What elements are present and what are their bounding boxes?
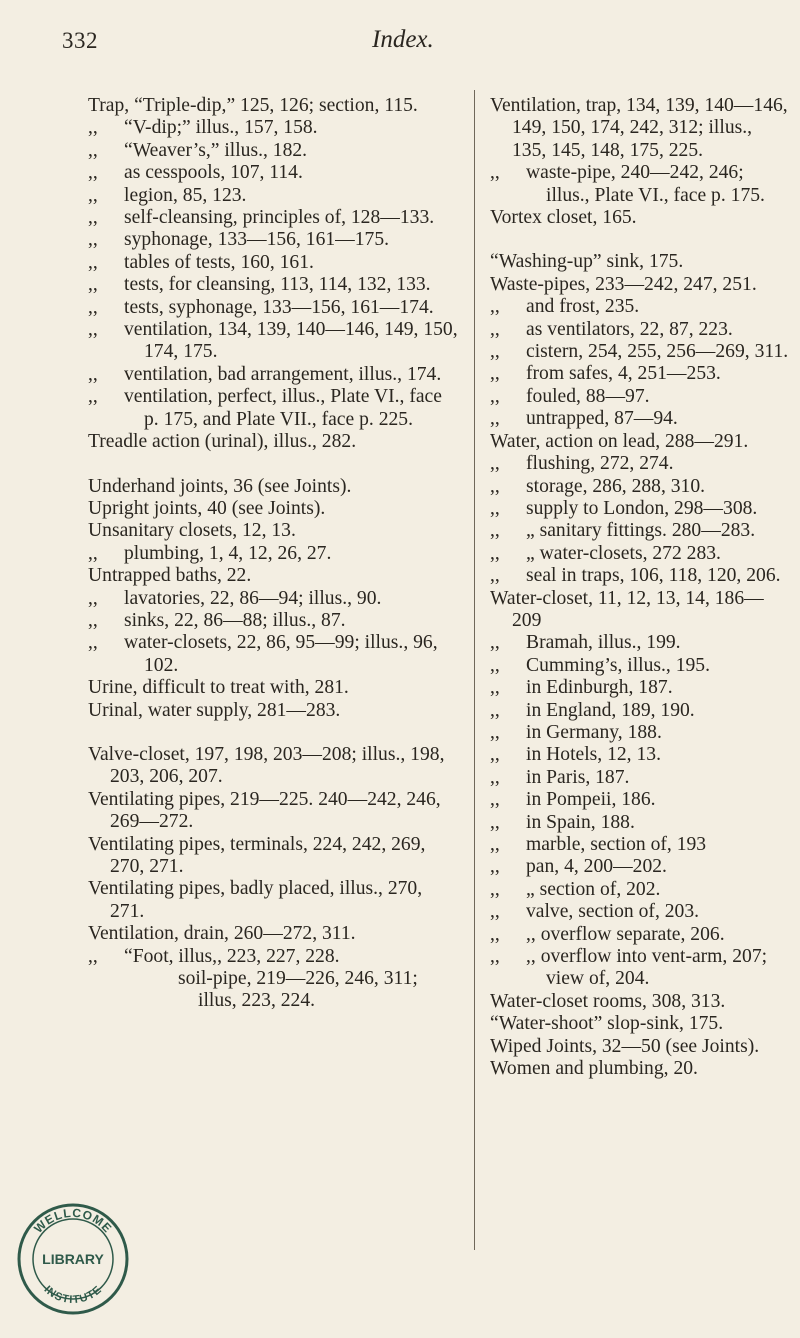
- ditto-mark: ,,: [490, 341, 500, 363]
- entry-text: „ sanitary fittings. 280—283.: [526, 520, 756, 542]
- index-subentry: [88, 274, 458, 296]
- index-entry: [490, 991, 790, 1013]
- entry-text: tests, syphonage, 133—156, 161—174.: [124, 296, 434, 318]
- entry-text: Valve-closet, 197, 198, 203—208; illus., 198, 203, 206, 207.: [88, 743, 445, 788]
- ditto-mark: ,,: [88, 609, 98, 631]
- entry-text: “V-dip;” illus., 157, 158.: [124, 117, 318, 139]
- entry-text: tables of tests, 160, 161.: [124, 251, 314, 273]
- index-column-right: [490, 95, 790, 1080]
- index-entry: [88, 700, 458, 722]
- index-subentry: [490, 520, 790, 542]
- index-subentry: [490, 655, 790, 677]
- ditto-mark: ,,: [490, 497, 500, 519]
- entry-text: Ventilation, trap, 134, 139, 140—146, 149, 150, 174, 242, 312; illus., 135, 145, 148, 175, 225.: [490, 95, 788, 161]
- entry-text: Vortex closet, 165.: [490, 207, 637, 229]
- ditto-mark: ,,: [88, 139, 98, 161]
- entry-text: ,, overflow separate, 206.: [526, 923, 725, 945]
- index-subentry: [88, 252, 458, 274]
- page-header: [0, 24, 800, 64]
- index-subentry: [490, 453, 790, 475]
- index-subentry: [490, 296, 790, 318]
- index-subentry: [88, 229, 458, 251]
- entry-text: Treadle action (urinal), illus., 282.: [88, 431, 357, 453]
- index-subentry: [88, 543, 458, 565]
- entry-text: in Germany, 188.: [526, 721, 662, 743]
- index-entry: [88, 878, 458, 923]
- running-title: Index.: [372, 26, 434, 53]
- index-subentry: [490, 901, 790, 923]
- entry-text: ventilation, perfect, illus., Plate VI., face p. 175, and Plate VII., face p. 225.: [124, 386, 442, 430]
- ditto-mark: ,,: [490, 542, 500, 564]
- entry-text: ,, overflow into vent-arm, 207; view of, 204.: [526, 946, 768, 990]
- section-gap: [88, 454, 458, 476]
- entry-text: Wiped Joints, 32—50 (see Joints).: [490, 1035, 760, 1057]
- ditto-mark: ,,: [490, 766, 500, 788]
- entry-text: Untrapped baths, 22.: [88, 565, 252, 587]
- section-gap: [88, 722, 458, 744]
- ditto-mark: ,,: [88, 229, 98, 251]
- ditto-mark: ,,: [490, 520, 500, 542]
- index-subentry: [490, 946, 790, 991]
- index-subentry: [490, 879, 790, 901]
- entry-text: in England, 189, 190.: [526, 699, 695, 721]
- ditto-mark: ,,: [88, 296, 98, 318]
- entry-text: “Washing-up” sink, 175.: [490, 251, 684, 273]
- ditto-mark: ,,: [88, 542, 98, 564]
- ditto-mark: ,,: [490, 721, 500, 743]
- ditto-mark: ,,: [490, 632, 500, 654]
- entry-text: Bramah, illus., 199.: [526, 632, 681, 654]
- ditto-mark: ,,: [490, 744, 500, 766]
- index-subentry: [490, 543, 790, 565]
- entry-text: Underhand joints, 36 (see Joints).: [88, 475, 352, 497]
- entry-text: tests, for cleansing, 113, 114, 132, 133.: [124, 274, 431, 296]
- ditto-mark: ,,: [88, 251, 98, 273]
- ditto-mark: ,,: [490, 834, 500, 855]
- section-gap: [490, 229, 790, 251]
- ditto-mark: ,,: [490, 654, 500, 676]
- entry-text: in Spain, 188.: [526, 811, 635, 833]
- entry-text: Water, action on lead, 288—291.: [490, 430, 749, 452]
- entry-text: „ water-closets, 272 283.: [526, 542, 721, 564]
- index-entry: [88, 923, 458, 945]
- index-subentry: [490, 341, 790, 363]
- entry-text: Urinal, water supply, 281—283.: [88, 699, 341, 721]
- index-subentry: [490, 498, 790, 520]
- ditto-mark: ,,: [490, 878, 500, 900]
- index-subentry: [88, 632, 458, 677]
- ditto-mark: ,,: [88, 274, 98, 296]
- index-entry: [490, 431, 790, 453]
- ditto-mark: ,,: [490, 946, 500, 968]
- ditto-mark: ,,: [490, 811, 500, 833]
- svg-text:INSTITUTE: [41, 1284, 104, 1307]
- entry-text: Water-closet rooms, 308, 313.: [490, 990, 726, 1012]
- index-entry: [88, 565, 458, 587]
- ditto-mark: ,,: [490, 363, 500, 385]
- entry-text: as ventilators, 22, 87, 223.: [526, 318, 733, 340]
- stamp-bottom-text: INSTITUTE: [41, 1283, 105, 1307]
- column-divider: [474, 90, 475, 1250]
- svg-text:WELLCOME: [31, 1206, 115, 1236]
- entry-text: in Hotels, 12, 13.: [526, 744, 661, 766]
- entry-text: Waste-pipes, 233—242, 247, 251.: [490, 273, 757, 295]
- ditto-mark: ,,: [88, 162, 98, 184]
- ditto-mark: ,,: [490, 565, 500, 587]
- index-entry: [490, 251, 790, 273]
- index-subentry: [490, 856, 790, 878]
- ditto-mark: ,,: [490, 385, 500, 407]
- index-subentry: [88, 386, 458, 431]
- index-subentry: [490, 363, 790, 385]
- index-subentry: [88, 364, 458, 386]
- entry-text: Ventilation, drain, 260—272, 311.: [88, 923, 356, 945]
- index-subentry: [88, 588, 458, 610]
- entry-text: Ventilating pipes, terminals, 224, 242, 269, 270, 271.: [88, 833, 426, 877]
- entry-text: Ventilating pipes, 219—225. 240—242, 246, 269—272.: [88, 788, 441, 833]
- entry-text: Trap, “Triple-dip,” 125, 126; section, 115.: [88, 95, 418, 116]
- index-subentry: [490, 677, 790, 699]
- ditto-mark: ,,: [490, 162, 500, 184]
- entry-text: in Paris, 187.: [526, 766, 630, 788]
- index-entry: [88, 431, 458, 453]
- entry-text: pan, 4, 200—202.: [526, 856, 667, 878]
- entry-text: “Water-shoot” slop-sink, 175.: [490, 1013, 724, 1035]
- index-subentry: [490, 700, 790, 722]
- entry-text: Water-closet, 11, 12, 13, 14, 186—209: [490, 587, 764, 631]
- entry-text: syphonage, 133—156, 161—175.: [124, 229, 390, 251]
- library-stamp-icon: [14, 1200, 132, 1318]
- ditto-mark: ,,: [88, 319, 98, 341]
- entry-text: „ section of, 202.: [526, 878, 661, 900]
- index-subentry: [490, 476, 790, 498]
- index-entry: [88, 476, 458, 498]
- ditto-mark: ,,: [490, 296, 500, 318]
- ditto-mark: ,,: [490, 677, 500, 699]
- index-subentry: [490, 834, 790, 856]
- entry-text: self-cleansing, principles of, 128—133.: [124, 207, 435, 229]
- index-entry: [88, 498, 458, 520]
- entry-text: legion, 85, 123.: [124, 184, 247, 206]
- index-entry: [88, 789, 458, 834]
- index-subentry: [490, 722, 790, 744]
- index-subentry: [490, 812, 790, 834]
- index-subentry: [490, 789, 790, 811]
- entry-text: valve, section of, 203.: [526, 901, 700, 923]
- ditto-mark: ,,: [490, 856, 500, 878]
- entry-text: untrapped, 87—94.: [526, 408, 678, 430]
- entry-text: water-closets, 22, 86, 95—99; illus., 96, 102.: [124, 632, 438, 676]
- index-entry: [490, 1036, 790, 1058]
- ditto-mark: ,,: [88, 184, 98, 206]
- stamp-top-text: WELLCOME: [31, 1205, 115, 1236]
- ditto-mark: ,,: [88, 587, 98, 609]
- entry-text: Upright joints, 40 (see Joints).: [88, 497, 326, 519]
- entry-text: “Foot, illus,, 223, 227, 228.: [124, 945, 340, 967]
- index-subentry: [88, 319, 458, 364]
- ditto-mark: ,,: [88, 117, 98, 139]
- index-subentry: [490, 565, 790, 587]
- index-entry: [88, 834, 458, 879]
- index-subentry: [88, 968, 458, 1013]
- index-entry: [88, 520, 458, 542]
- entry-text: Urine, difficult to treat with, 281.: [88, 677, 349, 699]
- entry-text: flushing, 272, 274.: [526, 453, 674, 475]
- index-entry: [490, 274, 790, 296]
- index-subentry: [88, 140, 458, 162]
- entry-text: fouled, 88—97.: [526, 385, 650, 407]
- ditto-mark: ,,: [490, 901, 500, 923]
- ditto-mark: ,,: [490, 699, 500, 721]
- ditto-mark: ,,: [88, 632, 98, 654]
- ditto-mark: ,,: [88, 386, 98, 408]
- entry-text: cistern, 254, 255, 256—269, 311.: [526, 341, 789, 363]
- entry-text: marble, section of, 193: [526, 834, 707, 855]
- index-subentry: [490, 632, 790, 654]
- ditto-mark: ,,: [490, 408, 500, 430]
- ditto-mark: ,,: [490, 475, 500, 497]
- entry-text: storage, 286, 288, 310.: [526, 475, 706, 497]
- index-subentry: [490, 924, 790, 946]
- entry-text: Women and plumbing, 20.: [490, 1058, 698, 1080]
- page-number: 332: [62, 28, 98, 53]
- index-entry: [490, 588, 790, 633]
- ditto-mark: ,,: [88, 207, 98, 229]
- ditto-mark: ,,: [88, 945, 98, 967]
- entry-text: in Edinburgh, 187.: [526, 677, 673, 699]
- entry-text: Unsanitary closets, 12, 13.: [88, 520, 296, 542]
- index-subentry: [88, 185, 458, 207]
- ditto-mark: ,,: [88, 363, 98, 385]
- index-subentry: [88, 610, 458, 632]
- index-subentry: [88, 297, 458, 319]
- index-entry: [490, 95, 790, 162]
- entry-text: in Pompeii, 186.: [526, 789, 656, 811]
- ditto-mark: ,,: [490, 923, 500, 945]
- index-column-left: [88, 95, 458, 1013]
- index-subentry: [490, 319, 790, 341]
- entry-text: seal in traps, 106, 118, 120, 206.: [526, 565, 781, 587]
- entry-text: supply to London, 298—308.: [526, 497, 758, 519]
- entry-text: ventilation, bad arrangement, illus., 174.: [124, 363, 442, 385]
- entry-text: soil-pipe, 219—226, 246, 311; illus, 223, 224.: [178, 968, 418, 1012]
- entry-text: “Weaver’s,” illus., 182.: [124, 139, 308, 161]
- index-subentry: [490, 386, 790, 408]
- index-subentry: [490, 162, 790, 207]
- index-entry: [88, 744, 458, 789]
- index-subentry: [88, 207, 458, 229]
- entry-text: waste-pipe, 240—242, 246; illus., Plate VI., face p. 175.: [526, 162, 765, 206]
- index-subentry: [88, 117, 458, 139]
- index-subentry: [88, 162, 458, 184]
- index-entry: [490, 1058, 790, 1080]
- entry-text: Ventilating pipes, badly placed, illus., 270, 271.: [88, 878, 423, 922]
- ditto-mark: ,,: [490, 318, 500, 340]
- entry-text: lavatories, 22, 86—94; illus., 90.: [124, 587, 382, 609]
- index-subentry: [490, 767, 790, 789]
- entry-text: from safes, 4, 251—253.: [526, 363, 721, 385]
- entry-text: as cesspools, 107, 114.: [124, 162, 303, 184]
- entry-text: and frost, 235.: [526, 296, 640, 318]
- ditto-mark: ,,: [490, 789, 500, 811]
- index-entry: [88, 677, 458, 699]
- entry-text: Cumming’s, illus., 195.: [526, 654, 710, 676]
- index-entry: [88, 95, 458, 117]
- index-subentry: [490, 744, 790, 766]
- index-subentry: [88, 946, 458, 968]
- stamp-center-text: LIBRARY: [42, 1251, 104, 1267]
- index-subentry: [490, 408, 790, 430]
- ditto-mark: ,,: [490, 453, 500, 475]
- index-entry: [490, 1013, 790, 1035]
- index-entry: [490, 207, 790, 229]
- entry-text: sinks, 22, 86—88; illus., 87.: [124, 609, 346, 631]
- entry-text: ventilation, 134, 139, 140—146, 149, 150, 174, 175.: [124, 319, 458, 363]
- entry-text: plumbing, 1, 4, 12, 26, 27.: [124, 542, 332, 564]
